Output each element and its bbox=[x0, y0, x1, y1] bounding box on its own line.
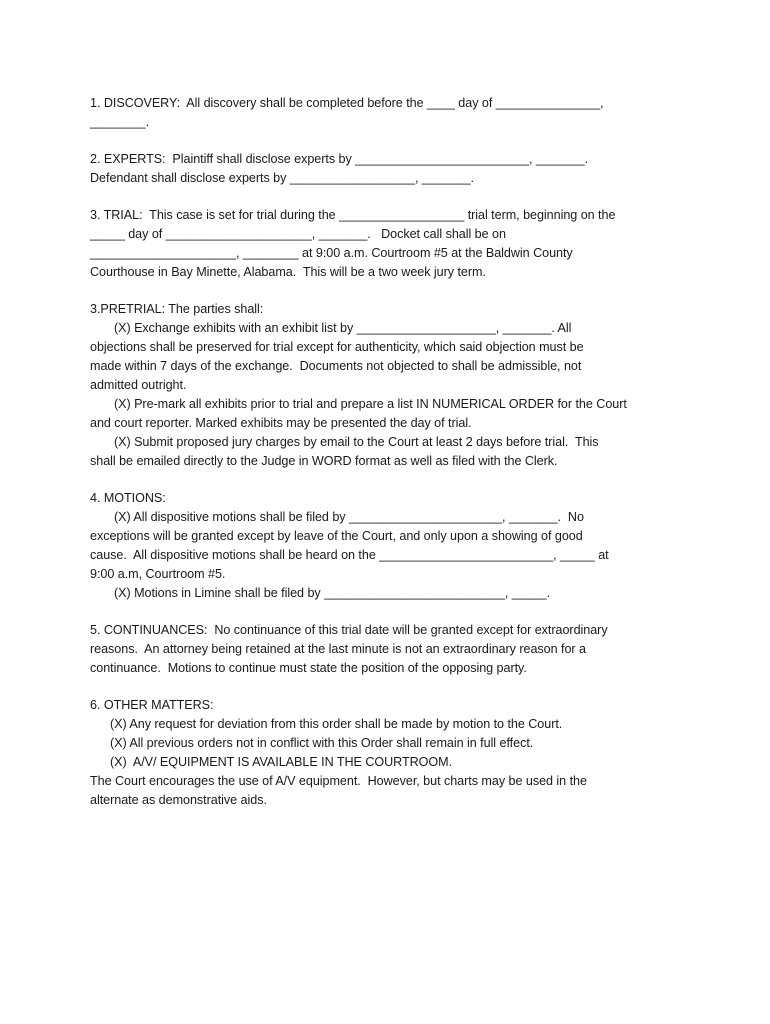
other-line-4: The Court encourages the use of A/V equipment. However, but charts may be used in the bbox=[90, 774, 587, 788]
motions-line-1: (X) All dispositive motions shall be filed by ______________________, _______. No bbox=[114, 510, 584, 524]
motions-line-2: exceptions will be granted except by leave of the Court, and only upon a showing of good bbox=[90, 529, 583, 543]
continuances-line-1: 5. CONTINUANCES: No continuance of this trial date will be granted except for extraordinary bbox=[90, 623, 608, 637]
pretrial-line-8: shall be emailed directly to the Judge in WORD format as well as filed with the Clerk. bbox=[90, 454, 558, 468]
motions-line-4: 9:00 a.m, Courtroom #5. bbox=[90, 567, 226, 581]
motions-section bbox=[90, 489, 680, 603]
pretrial-section bbox=[90, 300, 680, 471]
trial-line-4: Courthouse in Bay Minette, Alabama. This will be a two week jury term. bbox=[90, 265, 486, 279]
pretrial-line-5: (X) Pre-mark all exhibits prior to trial and prepare a list IN NUMERICAL ORDER for the Court bbox=[114, 397, 627, 411]
pretrial-line-3: made within 7 days of the exchange. Documents not objected to shall be admissible, not bbox=[90, 359, 582, 373]
pretrial-line-7: (X) Submit proposed jury charges by email to the Court at least 2 days before trial. This bbox=[114, 435, 599, 449]
pretrial-line-6: and court reporter. Marked exhibits may be presented the day of trial. bbox=[90, 416, 472, 430]
other-line-2: (X) All previous orders not in conflict with this Order shall remain in full effect. bbox=[110, 736, 534, 750]
discovery-section bbox=[90, 94, 680, 132]
pretrial-heading: 3.PRETRIAL: The parties shall: bbox=[90, 302, 264, 316]
trial-line-1: 3. TRIAL: This case is set for trial during the __________________ trial term, beginning on the bbox=[90, 208, 616, 222]
other-heading: 6. OTHER MATTERS: bbox=[90, 698, 214, 712]
pretrial-line-2: objections shall be preserved for trial except for authenticity, which said objection must be bbox=[90, 340, 584, 354]
other-line-1: (X) Any request for deviation from this order shall be made by motion to the Court. bbox=[110, 717, 563, 731]
document-page bbox=[90, 94, 680, 810]
continuances-section bbox=[90, 621, 680, 678]
experts-section bbox=[90, 150, 680, 188]
other-line-5: alternate as demonstrative aids. bbox=[90, 793, 267, 807]
other-matters-section bbox=[90, 696, 680, 810]
experts-line-1: 2. EXPERTS: Plaintiff shall disclose experts by _________________________, _______. bbox=[90, 152, 589, 166]
continuances-line-2: reasons. An attorney being retained at the last minute is not an extraordinary reason for a bbox=[90, 642, 586, 656]
experts-line-2: Defendant shall disclose experts by __________________, _______. bbox=[90, 171, 475, 185]
other-line-3: (X) A/V/ EQUIPMENT IS AVAILABLE IN THE COURTROOM. bbox=[110, 755, 453, 769]
trial-line-2: _____ day of _____________________, _______. Docket call shall be on bbox=[90, 227, 506, 241]
trial-section bbox=[90, 206, 680, 282]
motions-line-5: (X) Motions in Limine shall be filed by __________________________, _____. bbox=[114, 586, 551, 600]
discovery-line-1: 1. DISCOVERY: All discovery shall be completed before the ____ day of _______________, bbox=[90, 96, 604, 110]
motions-heading: 4. MOTIONS: bbox=[90, 491, 166, 505]
continuances-line-3: continuance. Motions to continue must state the position of the opposing party. bbox=[90, 661, 527, 675]
trial-line-3: _____________________, ________ at 9:00 a.m. Courtroom #5 at the Baldwin County bbox=[90, 246, 573, 260]
motions-line-3: cause. All dispositive motions shall be heard on the _________________________, _____ at bbox=[90, 548, 609, 562]
discovery-line-2: ________. bbox=[90, 115, 150, 129]
pretrial-line-1: (X) Exchange exhibits with an exhibit list by ____________________, _______. All bbox=[114, 321, 572, 335]
pretrial-line-4: admitted outright. bbox=[90, 378, 187, 392]
